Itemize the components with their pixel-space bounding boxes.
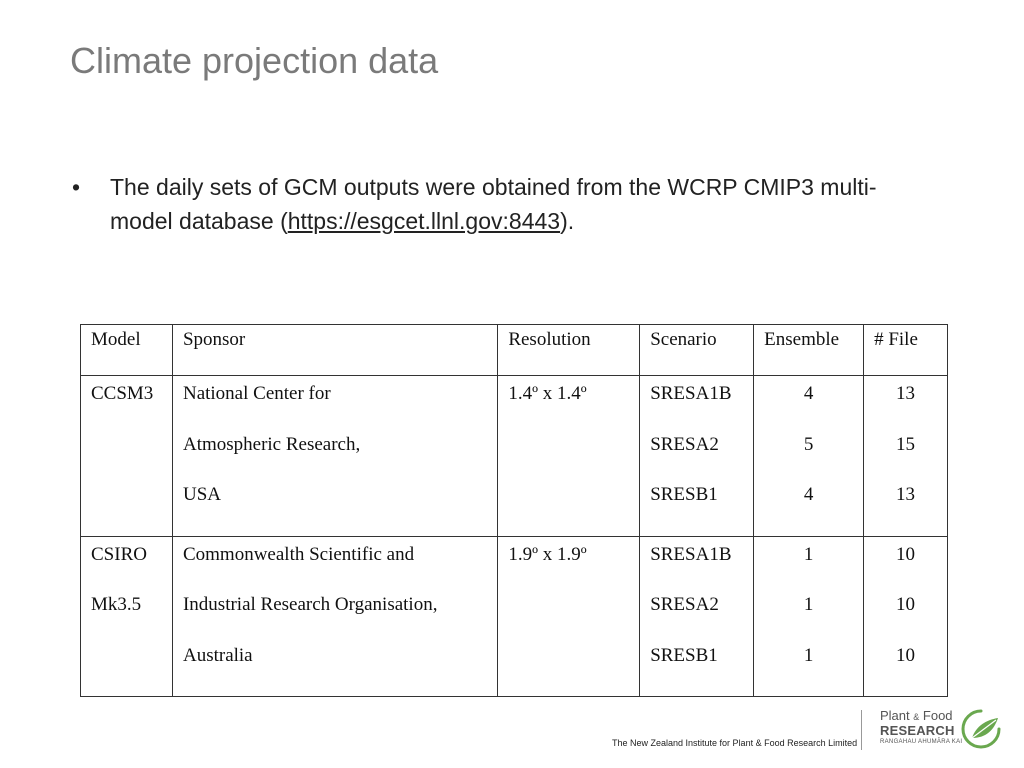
sponsor-line: Atmospheric Research, <box>182 433 361 455</box>
ensemble-value: 1 <box>803 644 814 666</box>
bullet-text <box>110 170 932 238</box>
logo-line2: RESEARCH <box>880 723 955 738</box>
ensemble-value: 1 <box>803 594 814 615</box>
header-ensemble: Ensemble <box>754 325 864 376</box>
file-count: 10 <box>896 644 916 666</box>
bullet-text-after: ). <box>560 208 575 234</box>
cell-scenario <box>640 376 754 537</box>
model-line: CCSM3 <box>91 383 154 404</box>
scenario-value: SRESA1B <box>650 543 732 565</box>
sponsor-line: Australia <box>182 644 253 666</box>
cell-resolution <box>498 536 640 697</box>
resolution-value: 1.4º x 1.4º <box>508 383 587 404</box>
ensemble-value: 5 <box>803 433 814 455</box>
sponsor-line: National Center for <box>182 383 331 404</box>
gcm-model-table <box>80 324 948 697</box>
sponsor-line: Commonwealth Scientific and <box>182 543 415 565</box>
cell-scenario <box>640 536 754 697</box>
ensemble-value: 4 <box>803 484 814 505</box>
ensemble-value: 4 <box>803 383 814 404</box>
cell-file <box>864 376 948 537</box>
scenario-value: SRESB1 <box>650 484 718 505</box>
cell-ensemble <box>754 376 864 537</box>
leaf-logo-icon <box>960 708 1002 750</box>
sponsor-line: USA <box>182 484 221 505</box>
cell-resolution <box>498 376 640 537</box>
footer-institute: The New Zealand Institute for Plant & Food Research Limited <box>612 738 858 748</box>
sponsor-line: Industrial Research Organisation, <box>182 594 438 615</box>
scenario-value: SRESA2 <box>650 433 719 455</box>
company-logo-text <box>880 708 962 745</box>
file-count: 10 <box>896 594 916 615</box>
scenario-value: SRESB1 <box>650 644 718 666</box>
scenario-value: SRESA1B <box>650 383 732 404</box>
header-file: # File <box>864 325 948 376</box>
logo-line3: RANGAHAU AHUMĀRA KAI <box>880 739 963 745</box>
cell-ensemble <box>754 536 864 697</box>
table-row <box>81 376 948 537</box>
header-resolution: Resolution <box>498 325 640 376</box>
bullet-text-before: The daily sets of GCM outputs were obtained from the WCRP CMIP3 multi-model database ( <box>110 174 877 234</box>
database-link[interactable]: https://esgcet.llnl.gov:8443 <box>287 208 561 234</box>
scenario-value: SRESA2 <box>650 594 719 615</box>
file-count: 10 <box>896 543 916 565</box>
header-scenario: Scenario <box>640 325 754 376</box>
header-model: Model <box>81 325 173 376</box>
model-line: CSIRO <box>91 543 147 565</box>
header-sponsor: Sponsor <box>172 325 497 376</box>
file-count: 13 <box>896 383 916 404</box>
table-header-row <box>81 325 948 376</box>
logo-line1: Plant & Food <box>880 708 953 723</box>
model-line: Mk3.5 <box>91 594 142 615</box>
bullet-item <box>72 170 932 238</box>
cell-model <box>81 536 173 697</box>
ensemble-value: 1 <box>803 543 814 565</box>
cell-sponsor <box>172 536 497 697</box>
table-row <box>81 536 948 697</box>
cell-model <box>81 376 173 537</box>
bullet-marker: • <box>72 174 81 200</box>
slide-title: Climate projection data <box>70 40 439 81</box>
file-count: 13 <box>896 484 916 505</box>
resolution-value: 1.9º x 1.9º <box>508 543 587 565</box>
cell-file <box>864 536 948 697</box>
cell-sponsor <box>172 376 497 537</box>
file-count: 15 <box>896 433 916 455</box>
logo-divider <box>861 710 862 750</box>
